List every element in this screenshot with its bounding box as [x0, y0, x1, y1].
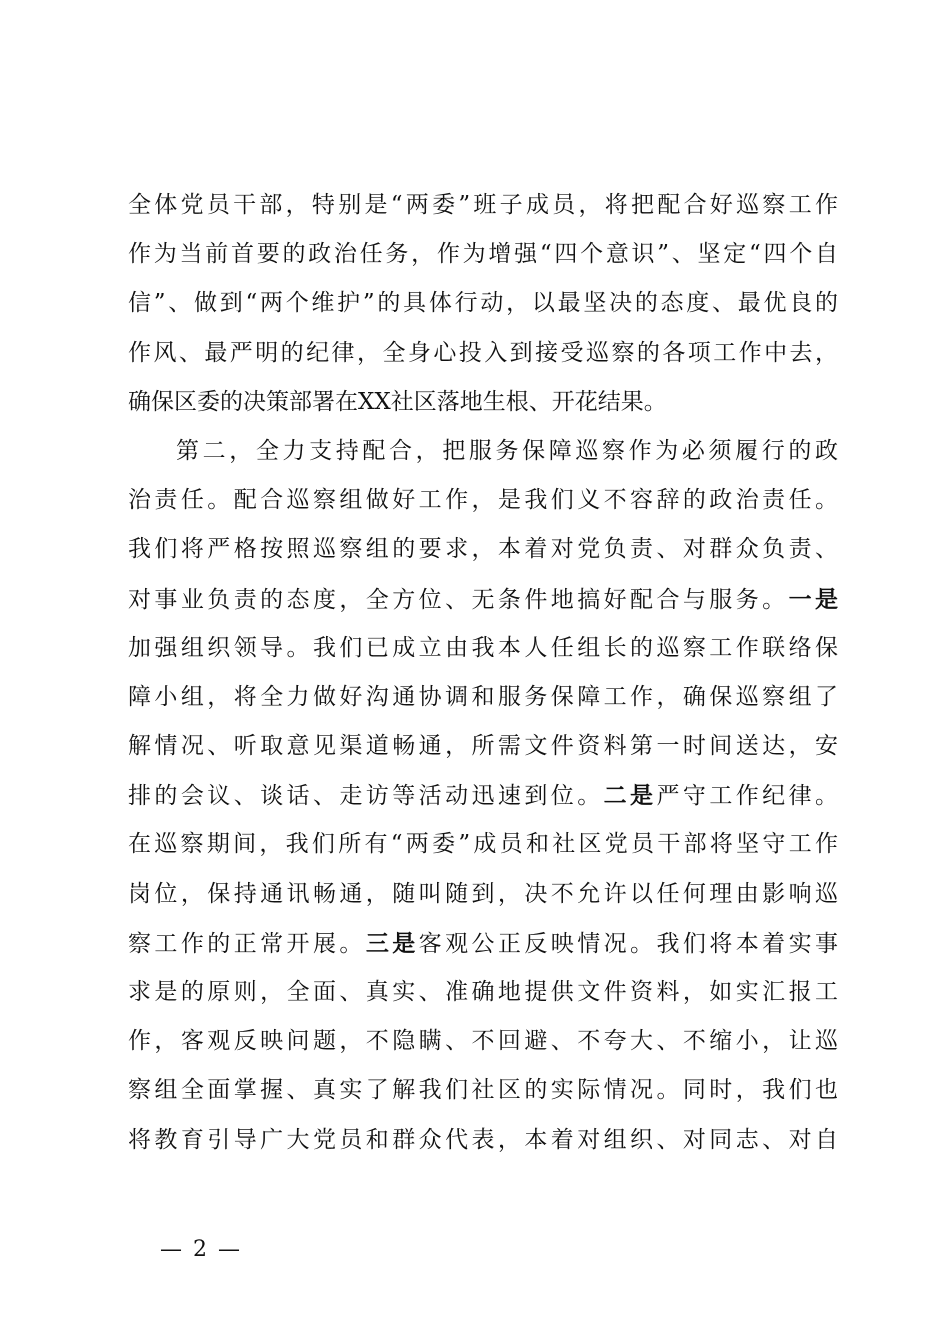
text-line — [128, 181, 838, 230]
text-segment: 在巡察期间，我们所有“两委”成员和社区党员干部将坚守工作 — [128, 831, 838, 858]
text-line — [128, 968, 838, 1017]
text-line — [128, 870, 838, 919]
text-line — [128, 624, 838, 673]
text-line — [128, 722, 838, 771]
body-text — [128, 181, 838, 1165]
text-segment: 第二，全力支持配合，把服务保障巡察作为必须履行的政 — [176, 437, 838, 464]
text-segment: 作为当前首要的政治任务，作为增强“四个意识”、坚定“四个自 — [128, 241, 838, 268]
text-segment: 治责任。配合巡察组做好工作，是我们义不容辞的政治责任。 — [128, 487, 838, 514]
text-segment: 察组全面掌握、真实了解我们社区的实际情况。同时，我们也 — [128, 1077, 838, 1104]
text-line — [128, 575, 838, 624]
text-segment: 障小组，将全力做好沟通协调和服务保障工作，确保巡察组了 — [128, 683, 838, 710]
text-line — [128, 673, 838, 722]
text-segment: 求是的原则，全面、真实、准确地提供文件资料，如实汇报工 — [128, 979, 838, 1005]
text-segment: 客观公正反映情况。我们将本着实事 — [418, 930, 839, 957]
text-segment: 将教育引导广大党员和群众代表，本着对组织、对同志、对自 — [128, 1126, 838, 1153]
text-line — [128, 378, 838, 427]
text-line — [128, 525, 838, 574]
text-line — [128, 919, 838, 968]
text-segment: 信”、做到“两个维护”的具体行动，以最坚决的态度、最优良的 — [128, 290, 838, 317]
text-line — [128, 1017, 838, 1066]
text-segment: 确保区委的决策部署在XX社区落地生根、开花结果。 — [128, 388, 667, 415]
text-segment: 对事业负责的态度，全方位、无条件地搞好配合与服务。 — [128, 586, 789, 613]
text-line — [128, 820, 838, 869]
text-line — [128, 279, 838, 328]
page-number: — 2 — — [160, 1237, 242, 1262]
bold-text-segment: 一是 — [788, 585, 839, 613]
text-segment: 岗位，保持通讯畅通，随叫随到，决不允许以任何理由影响巡 — [128, 880, 838, 907]
bold-text-segment: 三是 — [365, 929, 419, 957]
text-line — [128, 1066, 838, 1115]
bold-text-segment: 二是 — [603, 782, 657, 810]
text-segment: 解情况、听取意见渠道畅通，所需文件资料第一时间送达，安 — [128, 733, 838, 760]
text-line — [128, 771, 838, 820]
text-segment: 全体党员干部，特别是“两委”班子成员，将把配合好巡察工作 — [128, 192, 838, 218]
text-line — [128, 427, 838, 476]
text-line — [128, 329, 838, 378]
text-segment: 排的会议、谈话、走访等活动迅速到位。 — [128, 783, 604, 810]
text-segment: 察工作的正常开展。 — [128, 930, 366, 957]
text-segment: 我们将严格按照巡察组的要求，本着对党负责、对群众负责、 — [128, 536, 838, 563]
text-line — [128, 476, 838, 525]
text-line — [128, 230, 838, 279]
text-segment: 作，客观反映问题，不隐瞒、不回避、不夸大、不缩小，让巡 — [128, 1028, 838, 1055]
text-segment: 作风、最严明的纪律，全身心投入到接受巡察的各项工作中去， — [128, 339, 838, 366]
text-segment: 加强组织领导。我们已成立由我本人任组长的巡察工作联络保 — [128, 634, 838, 661]
text-line — [128, 1116, 838, 1165]
text-segment: 严守工作纪律。 — [656, 783, 839, 810]
